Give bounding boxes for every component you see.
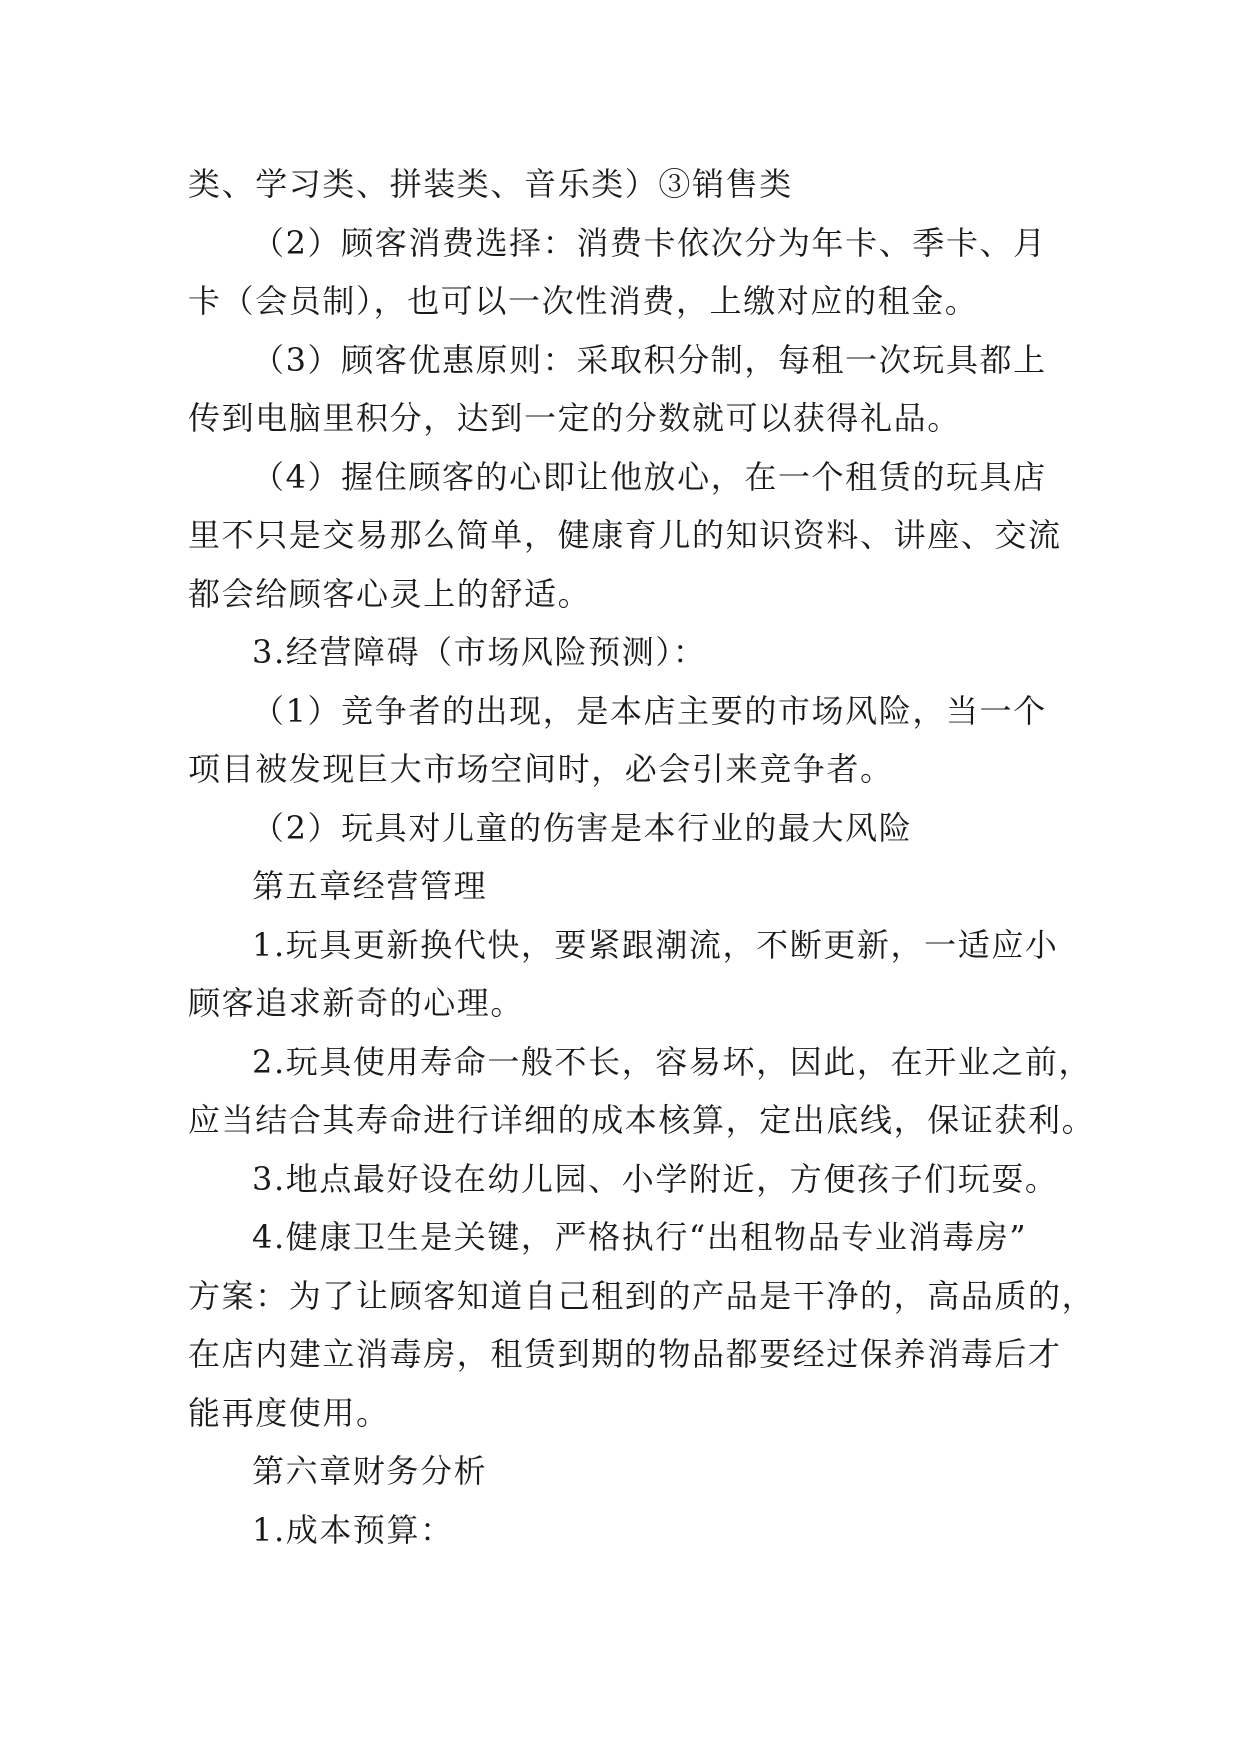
paragraph-start-line: （2）玩具对儿童的伤害是本行业的最大风险 xyxy=(252,808,913,847)
text-line: 能再度使用。 xyxy=(188,1393,390,1432)
paragraph-start-line: （1）竞争者的出现，是本店主要的市场风险，当一个 xyxy=(252,691,1047,730)
text-line: 顾客追求新奇的心理。 xyxy=(188,984,525,1022)
section-heading: 3.经营障碍（市场风险预测）： xyxy=(252,633,707,671)
chapter-heading: 第五章经营管理 xyxy=(252,867,488,905)
text-line: 传到电脑里积分，达到一定的分数就可以获得礼品。 xyxy=(188,399,961,437)
paragraph-start-line: （3）顾客优惠原则：采取积分制，每租一次玩具都上 xyxy=(252,340,1047,379)
paragraph-start-line: 3.地点最好设在幼儿园、小学附近，方便孩子们玩耍。 xyxy=(252,1159,1059,1198)
paragraph-start-line: 1.玩具更新换代快，要紧跟潮流，不断更新，一适应小 xyxy=(252,925,1059,964)
chapter-heading: 第六章财务分析 xyxy=(252,1452,488,1490)
text-line: 里不只是交易那么简单，健康育儿的知识资料、讲座、交流 xyxy=(188,516,1062,554)
paragraph-start-line: 4.健康卫生是关键，严格执行“出租物品专业消毒房” xyxy=(252,1218,1028,1256)
text-line: 应当结合其寿命进行详细的成本核算，定出底线，保证获利。 xyxy=(188,1101,1096,1139)
paragraph-start-line: 2.玩具使用寿命一般不长，容易坏，因此，在开业之前， xyxy=(252,1042,1093,1081)
section-heading: 1.成本预算： xyxy=(252,1510,454,1549)
text-line: 类、学习类、拼装类、音乐类）③销售类 xyxy=(188,165,793,203)
text-line: 方案：为了让顾客知道自己租到的产品是干净的，高品质的， xyxy=(188,1276,1096,1315)
paragraph-start-line: （2）顾客消费选择：消费卡依次分为年卡、季卡、月 xyxy=(252,223,1047,262)
text-line: 都会给顾客心灵上的舒适。 xyxy=(188,574,592,613)
text-line: 卡（会员制），也可以一次性消费，上缴对应的租金。 xyxy=(188,282,979,320)
document-body xyxy=(188,155,1096,1559)
paragraph-start-line: （4）握住顾客的心即让他放心，在一个租赁的玩具店 xyxy=(252,457,1047,496)
text-line: 项目被发现巨大市场空间时，必会引来竞争者。 xyxy=(188,750,894,788)
text-line: 在店内建立消毒房，租赁到期的物品都要经过保养消毒后才 xyxy=(188,1335,1062,1373)
